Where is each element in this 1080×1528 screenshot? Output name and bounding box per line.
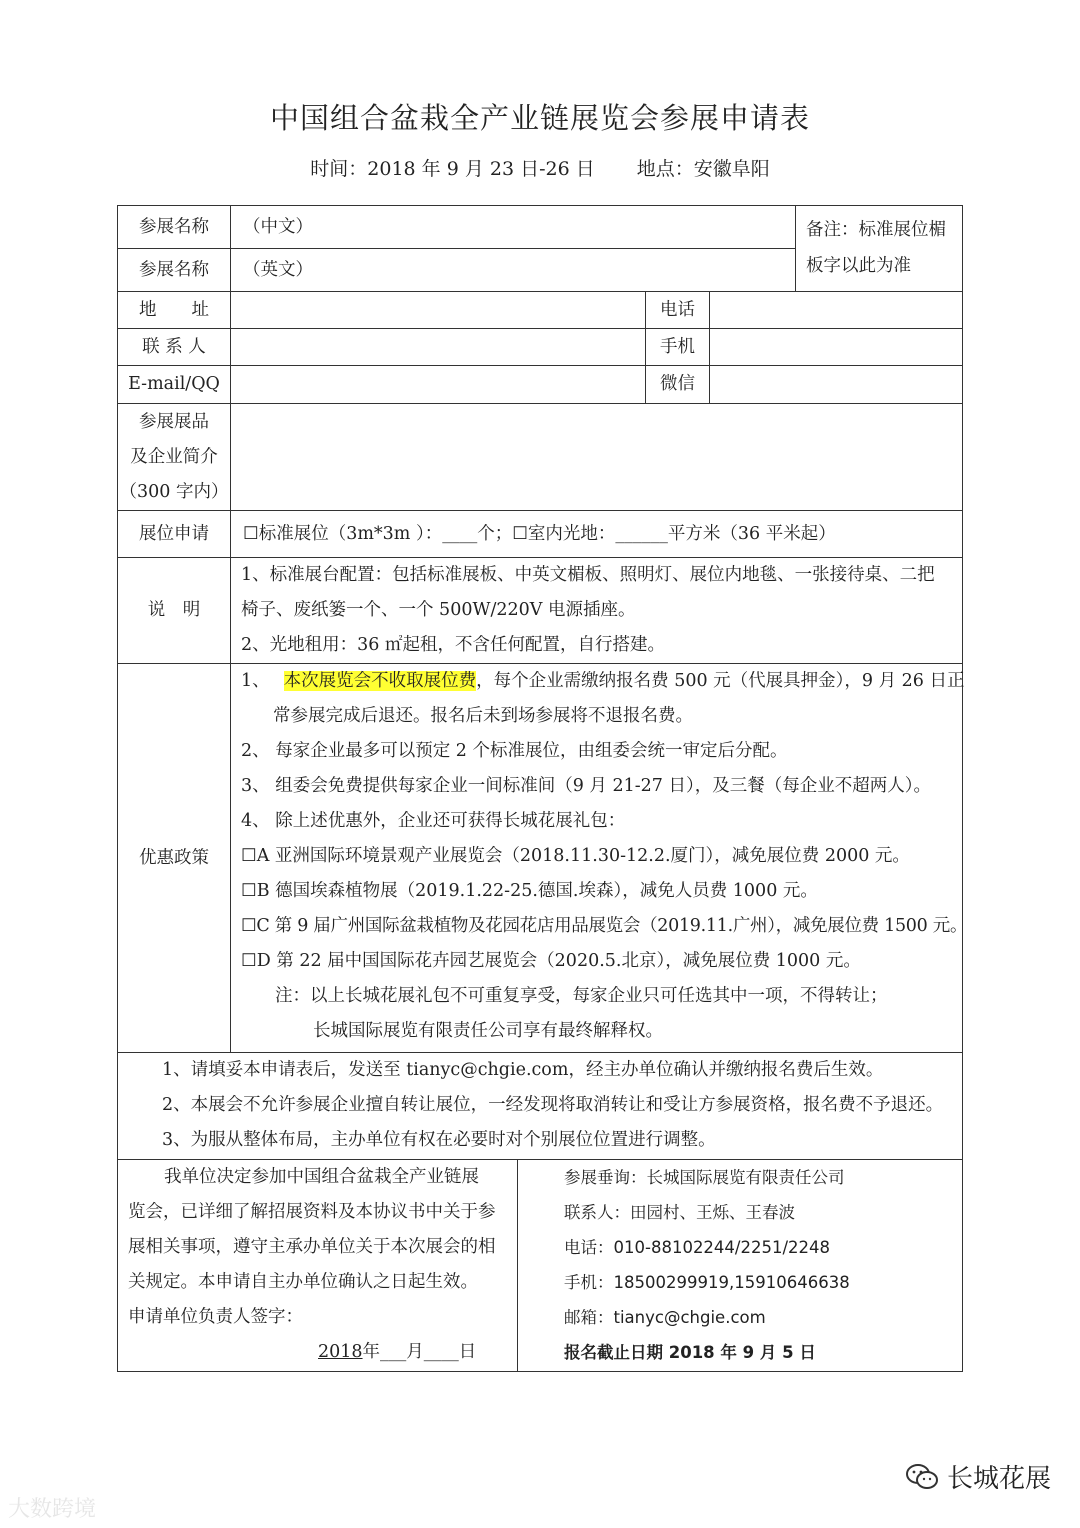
contact-email[interactable]: 邮箱：tianyc@chgie.com [564, 1308, 766, 1327]
intro-field[interactable] [230, 403, 963, 511]
policy-option-b[interactable]: ☐B 德国埃森植物展（2019.1.22-25.德国.埃森），减免人员费 1000 元。 [241, 881, 818, 901]
name-en-field[interactable]: （英文） [230, 248, 796, 292]
notes-label: 说 明 [117, 557, 231, 664]
address-label: 地 址 [117, 291, 231, 329]
name-cn-field[interactable]: （中文） [230, 205, 796, 249]
mobile-field[interactable] [709, 328, 963, 366]
wechat-field[interactable] [709, 365, 963, 404]
rule-line2: 2、本展会不允许参展企业擅自转让展位，一经发现将取消转让和受让方参展资格，报名费不予退还。 [162, 1095, 944, 1115]
contact-people: 联系人：田园村、王烁、王春波 [564, 1203, 795, 1222]
policy-item3: 3、 组委会免费提供每家企业一间标准间（9 月 21-27 日），及三餐（每企业不超两人）。 [241, 776, 931, 796]
intro-label [117, 403, 231, 511]
address-field[interactable] [230, 291, 646, 329]
booth-options[interactable]: ☐标准展位（3m*3m ）：____个；☐室内光地：______平方米（36 平米起） [230, 510, 963, 558]
wechat-label: 微信 [645, 365, 710, 404]
name-cn-label: 参展名称 [117, 205, 231, 249]
booth-label: 展位申请 [117, 510, 231, 558]
contact-tel: 电话：010-88102244/2251/2248 [564, 1238, 831, 1257]
contact-field[interactable] [230, 328, 646, 366]
mobile-label: 手机 [645, 328, 710, 366]
policy-item1-num: 1、 [241, 671, 270, 691]
policy-item1 [241, 664, 965, 699]
contact-label: 联 系 人 [117, 328, 231, 366]
notes-line1: 1、标准展台配置：包括标准展板、中英文楣板、照明灯、展位内地毯、一张接待桌、二把 [241, 565, 935, 585]
declaration-line4: 关规定。本申请自主办单位确认之日起生效。 [128, 1272, 478, 1292]
email-label: E-mail/QQ [117, 365, 231, 404]
declaration-line3: 展相关事项，遵守主承办单位关于本次展会的相 [128, 1237, 496, 1257]
policy-label: 优惠政策 [117, 663, 231, 1053]
phone-label: 电话 [645, 291, 710, 329]
form-title: 中国组合盆栽全产业链展览会参展申请表 [269, 101, 810, 135]
subtitle [0, 154, 1080, 181]
policy-note2: 长城国际展览有限责任公司享有最终解释权。 [313, 1021, 663, 1041]
wechat-icon [905, 1463, 939, 1491]
rules-content [117, 1052, 963, 1160]
event-time: 时间：2018 年 9 月 23 日-26 日 [310, 158, 595, 180]
notes-line2: 椅子、废纸篓一个、一个 500W/220V 电源插座。 [241, 600, 636, 620]
policy-highlight: 本次展览会不收取展位费 [283, 671, 477, 691]
rule-line1: 1、请填妥本申请表后，发送至 tianyc@chgie.com，经主办单位确认并缴纳报名费后生效。 [162, 1060, 884, 1080]
contact-mobile: 手机：18500299919,15910646638 [564, 1273, 850, 1292]
declaration [117, 1159, 518, 1372]
signature-date-rest: 年___月____日 [362, 1342, 477, 1362]
event-place: 地点：安徽阜阳 [636, 158, 770, 180]
policy-item4: 4、 除上述优惠外，企业还可获得长城花展礼包： [241, 811, 626, 831]
intro-label-line3: （300 字内） [119, 481, 229, 502]
phone-field[interactable] [709, 291, 963, 329]
policy-option-d[interactable]: ☐D 第 22 届中国国际花卉园艺展览会（2020.5.北京），减免展位费 1000 元。 [241, 951, 861, 971]
email-field[interactable] [230, 365, 646, 404]
intro-label-line1: 参展展品 [139, 411, 209, 432]
policy-item1-cont: 常参展完成后退还。报名后未到场参展将不退报名费。 [273, 706, 693, 726]
intro-label-line2: 及企业简介 [130, 446, 218, 467]
policy-note1: 注：以上长城花展礼包不可重复享受，每家企业只可任选其中一项，不得转让； [275, 986, 888, 1006]
policy-item1-rest: ，每个企业需缴纳报名费 500 元（代展具押金），9 月 26 日正 [476, 671, 965, 691]
name-en-label: 参展名称 [117, 248, 231, 292]
remark-note: 备注：标准展位楣板字以此为准 [795, 205, 963, 292]
policy-content [230, 663, 968, 1053]
declaration-line2: 览会，已详细了解招展资料及本协议书中关于参 [128, 1202, 496, 1222]
signature-date[interactable] [128, 1335, 507, 1370]
declaration-line1: 我单位决定参加中国组合盆栽全产业链展 [164, 1167, 479, 1187]
rule-line3: 3、为服从整体布局，主办单位有权在必要时对个别展位位置进行调整。 [162, 1130, 716, 1150]
watermark-left: 大数跨境 [8, 1497, 97, 1522]
contact-consult: 参展垂询：长城国际展览有限责任公司 [564, 1168, 845, 1187]
watermark-right-text: 长城花展 [947, 1464, 1052, 1494]
watermark-right [905, 1458, 1051, 1495]
registration-deadline: 报名截止日期 2018 年 9 月 5 日 [564, 1343, 816, 1362]
policy-option-a[interactable]: ☐A 亚洲国际环境景观产业展览会（2018.11.30-12.2.厦门），减免展位费 2000 元。 [241, 846, 910, 866]
notes-content [230, 557, 963, 664]
organizer-contact [517, 1159, 963, 1372]
signature-year: 2018 [318, 1342, 363, 1362]
signature-label: 申请单位负责人签字： [128, 1307, 303, 1327]
policy-option-c[interactable]: ☐C 第 9 届广州国际盆栽植物及花园花店用品展览会（2019.11.广州），减免展位费 1500 元。 [241, 916, 968, 936]
notes-line3: 2、光地租用：36 ㎡起租，不含任何配置，自行搭建。 [241, 635, 665, 655]
policy-item2: 2、 每家企业最多可以预定 2 个标准展位，由组委会统一审定后分配。 [241, 741, 788, 761]
